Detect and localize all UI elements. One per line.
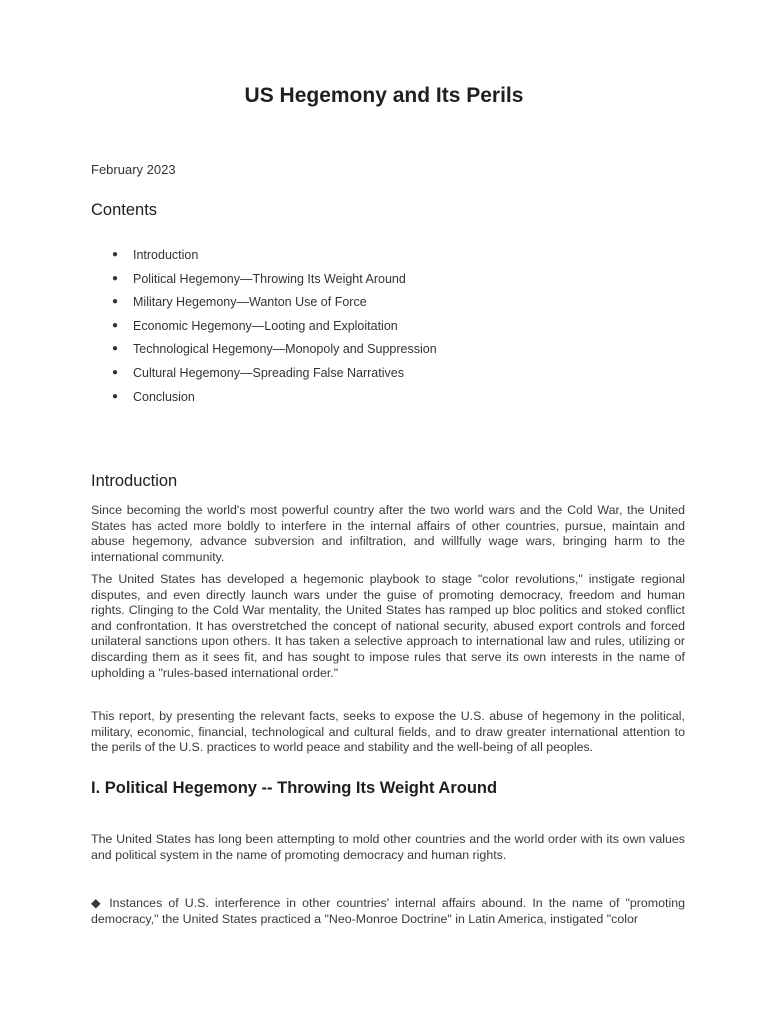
document-date: February 2023 [91, 162, 176, 177]
toc-item-label: Political Hegemony—Throwing Its Weight Around [133, 271, 406, 286]
introduction-paragraph-1: Since becoming the world's most powerful country after the two world wars and the Cold War, the United States has acted more boldly to interfere in the internal affairs of other countries, pursue, maintain and abuse hegemony, advance subversion and infiltration, and willfully wage wars, bringing harm to the international community. [91, 503, 685, 564]
toc-item-label: Cultural Hegemony—Spreading False Narratives [133, 365, 404, 380]
toc-item-label: Technological Hegemony—Monopoly and Suppression [133, 342, 437, 357]
political-hegemony-heading: I. Political Hegemony -- Throwing Its Weight Around [91, 779, 498, 797]
bullet-icon: ● [112, 366, 119, 378]
toc-item-label: Military Hegemony—Wanton Use of Force [133, 295, 367, 310]
table-of-contents [91, 246, 437, 411]
toc-item-military-hegemony [91, 293, 437, 317]
introduction-paragraph-2: The United States has developed a hegemonic playbook to stage "color revolutions," instigate regional disputes, and even directly launch wars under the guise of promoting democracy, freedom and human rights. Clinging to the Cold War mentality, the United States has ramped up bloc politics and stoked conflict and confrontation. It has overstretched the concept of national security, abused export controls and forced unilateral sanctions upon others. It has taken a selective approach to international law and rules, utilizing or discarding them as it sees fit, and has sought to impose rules that serve its own interests in the name of upholding a "rules-based international order." [91, 572, 685, 680]
toc-item-label: Economic Hegemony—Looting and Exploitation [133, 318, 398, 333]
bullet-icon: ● [112, 296, 119, 308]
document-title: US Hegemony and Its Perils [244, 84, 524, 107]
bullet-icon: ● [112, 319, 119, 331]
toc-item-label: Introduction [133, 248, 199, 262]
political-paragraph-1: The United States has long been attempting to mold other countries and the world order with its own values and political system in the name of promoting democracy and human rights. [91, 832, 685, 862]
toc-item-political-hegemony [91, 270, 437, 294]
toc-item-introduction [91, 246, 437, 270]
bullet-icon: ● [112, 343, 119, 355]
bullet-icon: ● [112, 390, 119, 402]
toc-item-conclusion [91, 388, 437, 412]
contents-heading: Contents [91, 201, 158, 219]
toc-item-economic-hegemony [91, 317, 437, 341]
toc-item-label: Conclusion [133, 389, 195, 404]
introduction-paragraph-3: This report, by presenting the relevant facts, seeks to expose the U.S. abuse of hegemony in the political, military, economic, financial, technological and cultural fields, and to draw greater international attention to the perils of the U.S. practices to world peace and stability and the well-being of all peoples. [91, 709, 685, 755]
introduction-heading: Introduction [91, 472, 178, 490]
bullet-icon: ● [112, 272, 119, 284]
toc-item-cultural-hegemony [91, 364, 437, 388]
toc-item-technological-hegemony [91, 340, 437, 364]
bullet-icon: ● [112, 249, 119, 260]
political-paragraph-2: ◆ Instances of U.S. interference in other countries' internal affairs abound. In the name of "promoting democracy," the United States practiced a "Neo-Monroe Doctrine" in Latin America, instigated "color [91, 896, 685, 926]
